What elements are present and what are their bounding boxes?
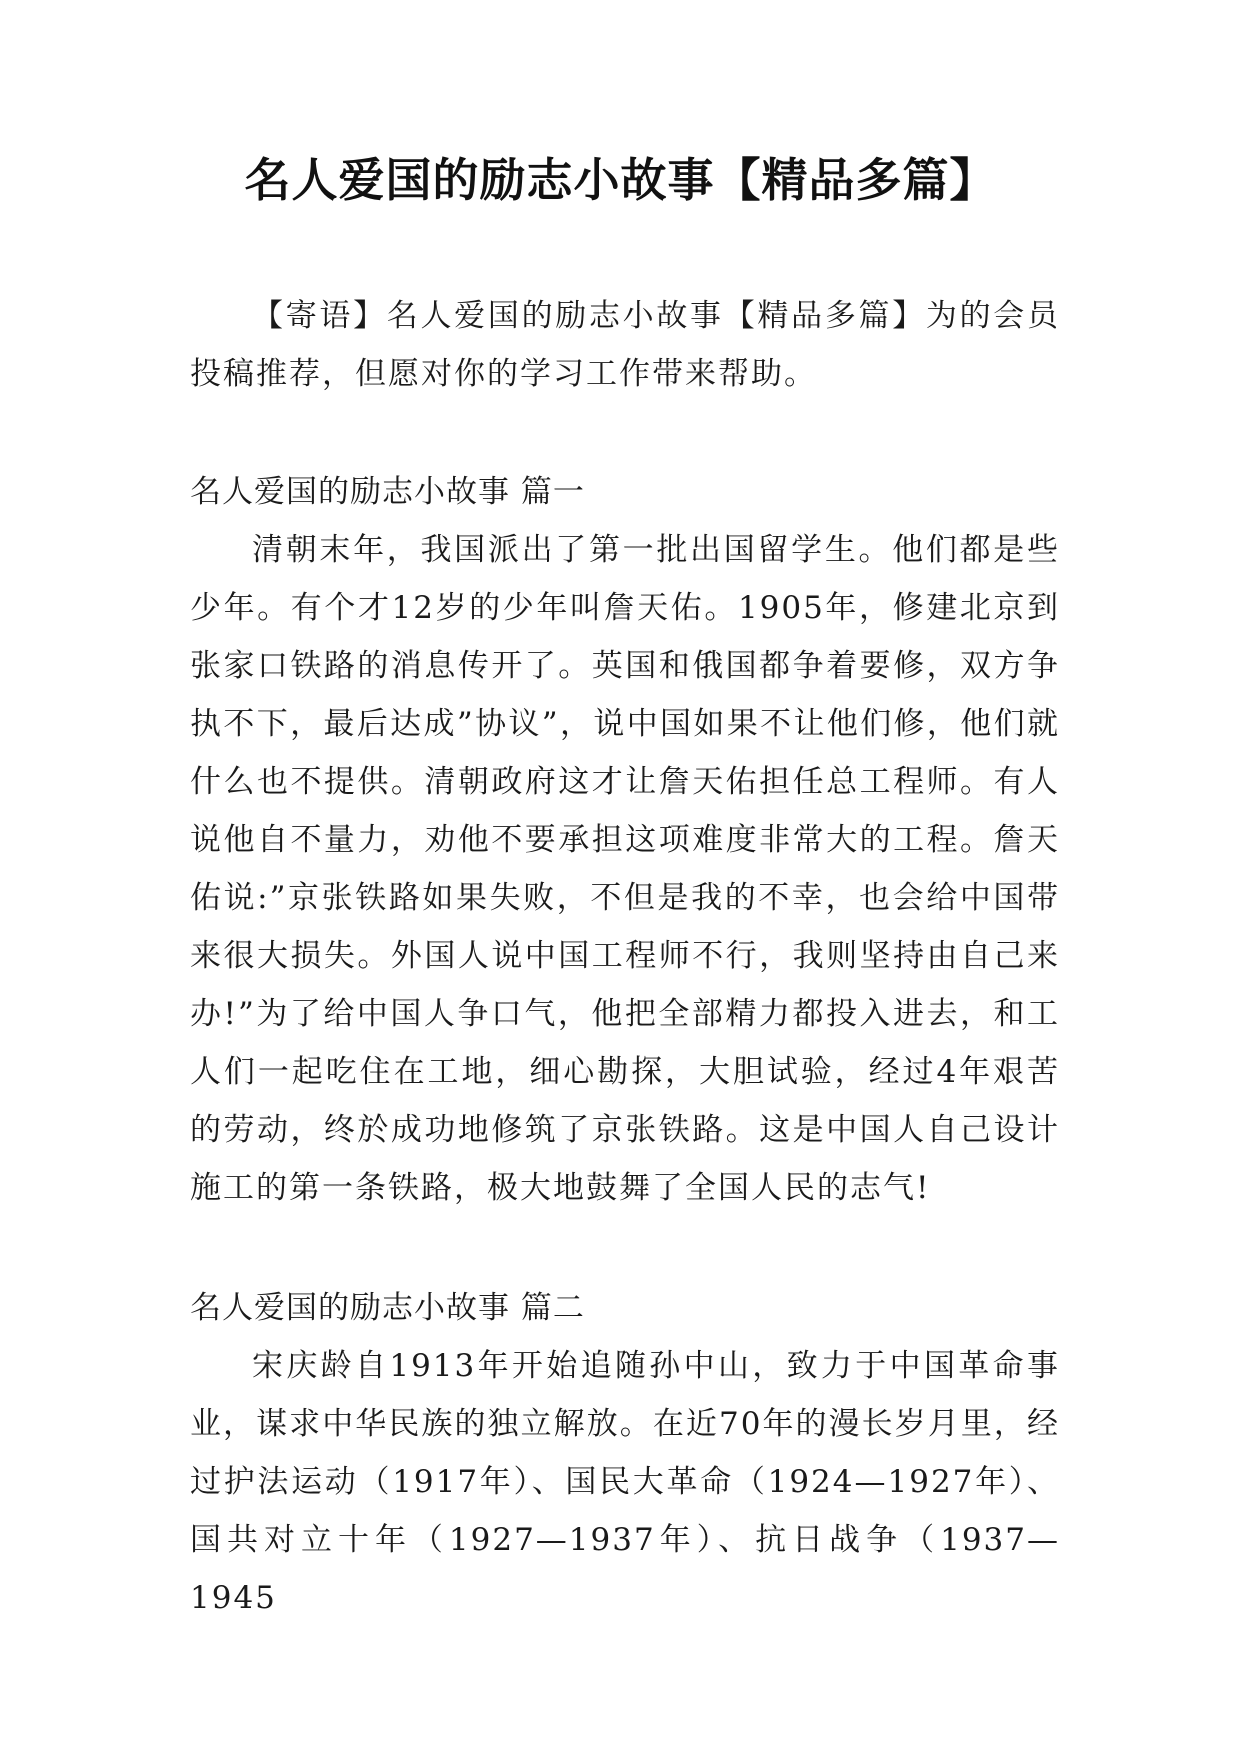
section-1-paragraph: 清朝末年，我国派出了第一批出国留学生。他们都是些少年。有个才12岁的少年叫詹天佑。1905年，修建北京到张家口铁路的消息传开了。英国和俄国都争着要修，双方争执不下，最后达成”协议”，说中国如果不让他们修，他们就什么也不提供。清朝政府这才让詹天佑担任总工程师。有人说他自不量力，劝他不要承担这项难度非常大的工程。詹天佑说:”京张铁路如果失败，不但是我的不幸，也会给中国带来很大损失。外国人说中国工程师不行，我则坚持由自己来办!”为了给中国人争口气，他把全部精力都投入进去，和工人们一起吃住在工地，细心勘探，大胆试验，经过4年艰苦的劳动，终於成功地修筑了京张铁路。这是中国人自己设计施工的第一条铁路，极大地鼓舞了全国人民的志气!: [190, 532, 1060, 1206]
intro-paragraph: 【寄语】名人爱国的励志小故事【精品多篇】为的会员投稿推荐，但愿对你的学习工作带来帮助。: [190, 298, 1060, 392]
document-title: 名人爱国的励志小故事【精品多篇】: [244, 153, 997, 207]
section-2-paragraph: 宋庆龄自1913年开始追随孙中山，致力于中国革命事业，谋求中华民族的独立解放。在近70年的漫长岁月里，经过护法运动（1917年）、国民大革命（1924—1927年）、国共对立十年（1927—1937年）、抗日战争（1937—1945: [190, 1348, 1060, 1616]
section-2-heading: 名人爱国的励志小故事 篇二: [190, 1290, 585, 1326]
section-1-heading: 名人爱国的励志小故事 篇一: [190, 474, 585, 510]
